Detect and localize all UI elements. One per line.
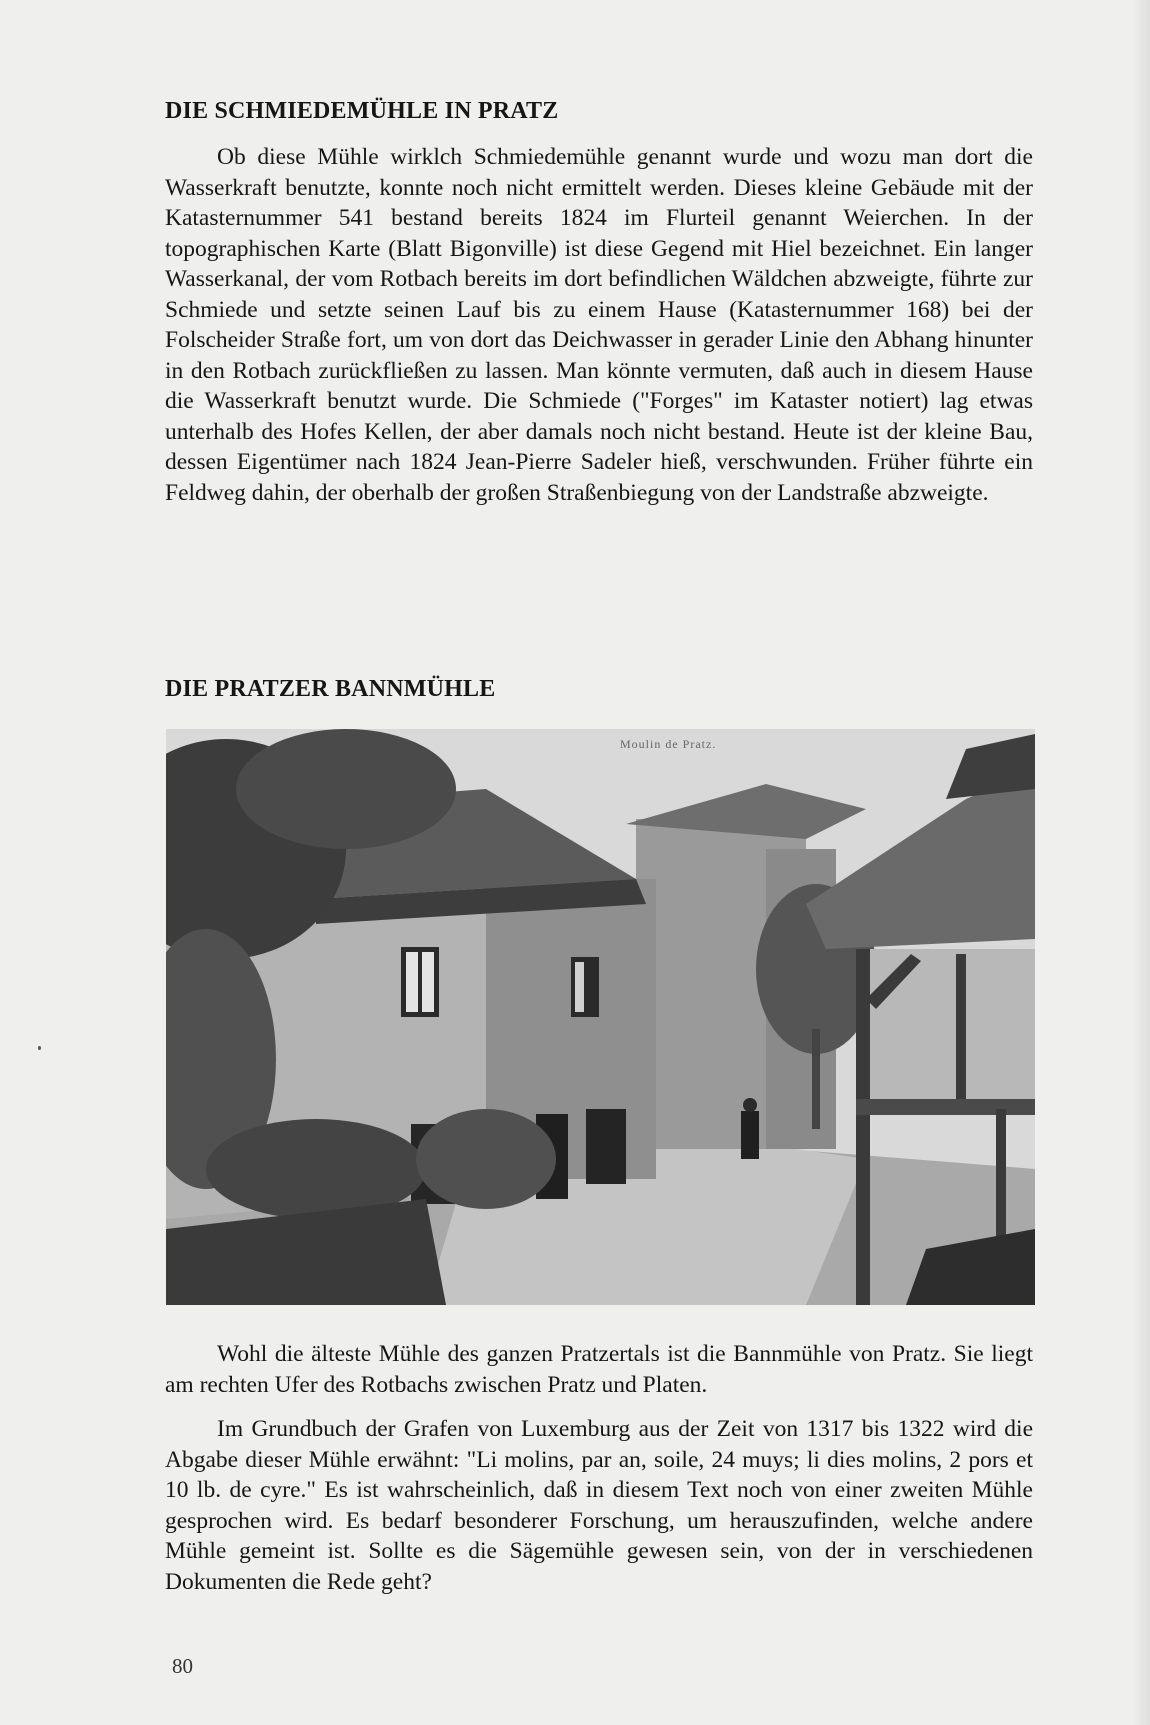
paragraph-grundbuch: Im Grundbuch der Grafen von Luxemburg aus der Zeit von 1317 bis 1322 wird die Abgabe dieser Mühle erwähnt: "Li molins, par an, soile, 24 muys; li dies molins, 2 pors et 10 lb. de cyre." Es ist wahrscheinlich, daß in diesem Text noch von einer zweiten Mühle gesprochen wird. Es bedarf besonderer Forschung, um herauszufinden, welche andere Mühle gemeint ist. Sollte es die Sägemühle gewesen sein, von der in verschiedenen Dokumenten die Rede geht? <box>165 1416 1033 1595</box>
paragraph-schmiedemuehle: Ob diese Mühle wirklch Schmiedemühle genannt wurde und wozu man dort die Wasserkraft benutzte, konnte noch nicht ermittelt werden. Dieses kleine Gebäude mit der Katasternummer 541 bestand bereits 1824 im Flurteil genannt Weierchen. In der topographischen Karte (Blatt Bigonville) ist diese Gegend mit Hiel bezeichnet. Ein langer Wasserkanal, der vom Rotbach bereits im dort befindlichen Wäldchen abzweigte, führte zur Schmiede und setzte seinen Lauf bis zu einem Hause (Katasternummer 168) bei der Folscheider Straße fort, um von dort das Deichwasser in gerader Linie den Abhang hinunter in den Rotbach zurückfließen zu lassen. Man könnte vermuten, daß auch in diesem Hause die Wasserkraft benutzt wurde. Die Schmiede ("Forges" im Kataster notiert) lag etwas unterhalb des Hofes Kellen, der aber damals noch nicht bestand. Heute ist der kleine Bau, dessen Eigentümer nach 1824 Jean-Pierre Sadeler hieß, verschwunden. Früher führte ein Feldweg dahin, der oberhalb der großen Straßenbiegung von der Landstraße abzweigte. <box>165 144 1033 506</box>
photo-moulin-de-pratz <box>166 729 1035 1305</box>
photo-caption: Moulin de Pratz. <box>620 737 717 751</box>
page-number: 80 <box>172 1654 193 1678</box>
section-heading-bannmuehle: DIE PRATZER BANNMÜHLE <box>165 676 496 702</box>
section-heading-schmiedemuehle: DIE SCHMIEDEMÜHLE IN PRATZ <box>165 98 559 124</box>
paragraph-bannmuehle-intro: Wohl die älteste Mühle des ganzen Pratzertals ist die Bannmühle von Pratz. Sie liegt am rechten Ufer des Rotbachs zwischen Pratz und Platen. <box>165 1341 1033 1398</box>
page-edge-shadow <box>1132 0 1150 1725</box>
ink-speck <box>38 1046 41 1050</box>
